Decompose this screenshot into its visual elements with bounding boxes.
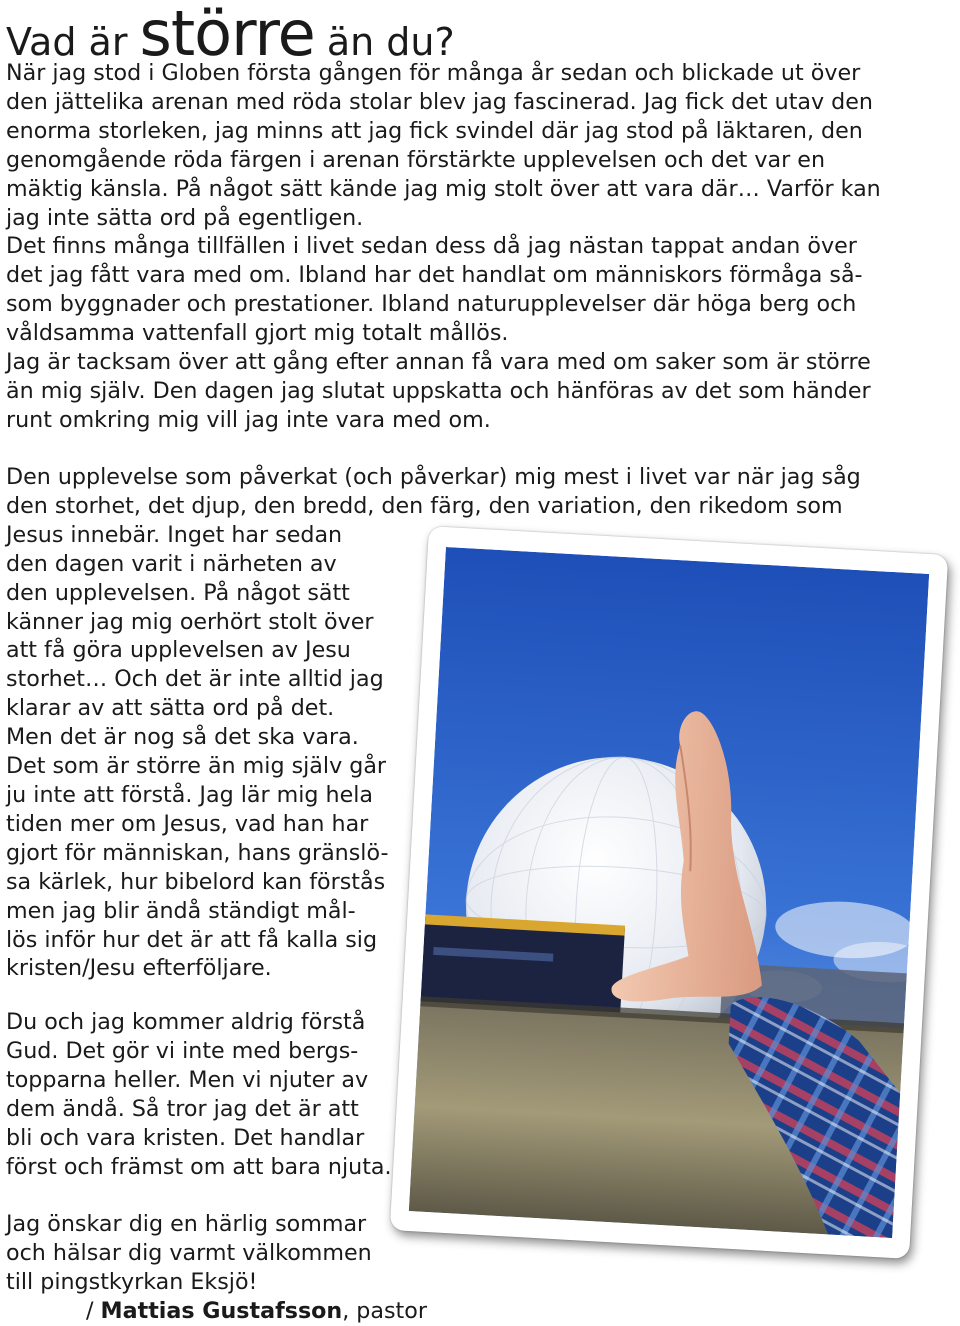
text-line: den storhet, det djup, den bredd, den färg, den variation, den rikedom som bbox=[6, 492, 843, 519]
text-line: Men det är nog så det ska vara. bbox=[6, 724, 359, 751]
text-line: till pingstkyrkan Eksjö! bbox=[6, 1268, 258, 1295]
text-line: än mig själv. Den dagen jag slutat uppskatta och hänföras av det som händer bbox=[6, 377, 871, 404]
text-line: ju inte att förstå. Jag lär mig hela bbox=[6, 781, 374, 808]
text-line: den jättelika arenan med röda stolar blev jag fascinerad. Jag fick det utav den bbox=[6, 88, 873, 115]
text-line: Jag önskar dig en härlig sommar bbox=[6, 1211, 367, 1237]
text-line: klarar av att sätta ord på det. bbox=[6, 695, 335, 722]
author-role: , pastor bbox=[342, 1298, 427, 1324]
text-line: det jag fått vara med om. Ibland har det handlat om människors förmåga så- bbox=[6, 262, 863, 289]
paragraph-intro bbox=[6, 59, 881, 435]
paragraph-god bbox=[6, 1008, 392, 1181]
text-line: Jag är tacksam över att gång efter annan få vara med om saker som är större bbox=[6, 349, 871, 376]
text-line: tiden mer om Jesus, vad han har bbox=[6, 810, 369, 837]
text-line: den upplevelsen. På något sätt bbox=[6, 579, 350, 606]
text-line: Det finns många tillfällen i livet sedan dess då jag nästan tappat andan över bbox=[6, 233, 857, 260]
text-line: Du och jag kommer aldrig förstå bbox=[6, 1009, 366, 1035]
text-line: Gud. Det gör vi inte med bergs- bbox=[6, 1037, 359, 1064]
text-line: bli och vara kristen. Det handlar bbox=[6, 1124, 365, 1151]
text-line: kristen/Jesu efterföljare. bbox=[6, 955, 272, 982]
text-line: men jag blir ändå ständigt mål- bbox=[6, 897, 356, 924]
text-line: att få göra upplevelsen av Jesu bbox=[6, 637, 351, 664]
author-name: Mattias Gustafsson bbox=[100, 1298, 343, 1324]
text-line: och hälsar dig varmt välkommen bbox=[6, 1239, 372, 1266]
text-line: storhet… Och det är inte alltid jag bbox=[6, 666, 384, 693]
text-line: Den upplevelse som påverkat (och påverkar) mig mest i livet var när jag såg bbox=[6, 464, 861, 490]
text-line: enorma storleken, jag minns att jag fick svindel där jag stod på läktaren, den bbox=[6, 117, 863, 144]
text-line: gjort för människan, hans gränslö- bbox=[6, 839, 389, 866]
title-part1: Vad är bbox=[6, 20, 140, 64]
text-line: runt omkring mig vill jag inte vara med om. bbox=[6, 406, 491, 433]
text-line: När jag stod i Globen första gången för många år sedan och blickade ut över bbox=[6, 60, 861, 86]
signature-prefix: / bbox=[86, 1298, 101, 1324]
text-line: först och främst om att bara njuta. bbox=[6, 1153, 392, 1180]
paragraph-greeting bbox=[6, 1210, 372, 1297]
text-line: topparna heller. Men vi njuter av bbox=[6, 1066, 369, 1093]
text-line: våldsamma vattenfall gjort mig totalt mållös. bbox=[6, 320, 509, 347]
signature bbox=[86, 1297, 427, 1326]
text-line: känner jag mig oerhört stolt över bbox=[6, 608, 374, 635]
text-line: genomgående röda färgen i arenan förstärkte upplevelsen och det var en bbox=[6, 146, 826, 173]
text-line: dem ändå. Så tror jag det är att bbox=[6, 1095, 359, 1122]
text-line: Det som är större än mig själv går bbox=[6, 753, 387, 780]
text-line: som byggnader och prestationer. Ibland naturupplevelser där höga berg och bbox=[6, 291, 857, 318]
text-line: lös inför hur det är att få kalla sig bbox=[6, 926, 378, 953]
text-line: mäktig känsla. På något sätt kände jag mig stolt över att vara där… Varför kan bbox=[6, 175, 881, 202]
text-line: jag inte sätta ord på egentligen. bbox=[6, 204, 364, 231]
text-line: den dagen varit i närheten av bbox=[6, 550, 337, 577]
photo-frame bbox=[390, 526, 949, 1259]
title-emphasis: större bbox=[139, 0, 315, 70]
title-part2: än du? bbox=[314, 20, 455, 64]
text-line: Jesus innebär. Inget har sedan bbox=[6, 521, 343, 548]
text-line: sa kärlek, hur bibelord kan förstås bbox=[6, 868, 386, 895]
photo-hand-globe-arena bbox=[409, 547, 929, 1238]
